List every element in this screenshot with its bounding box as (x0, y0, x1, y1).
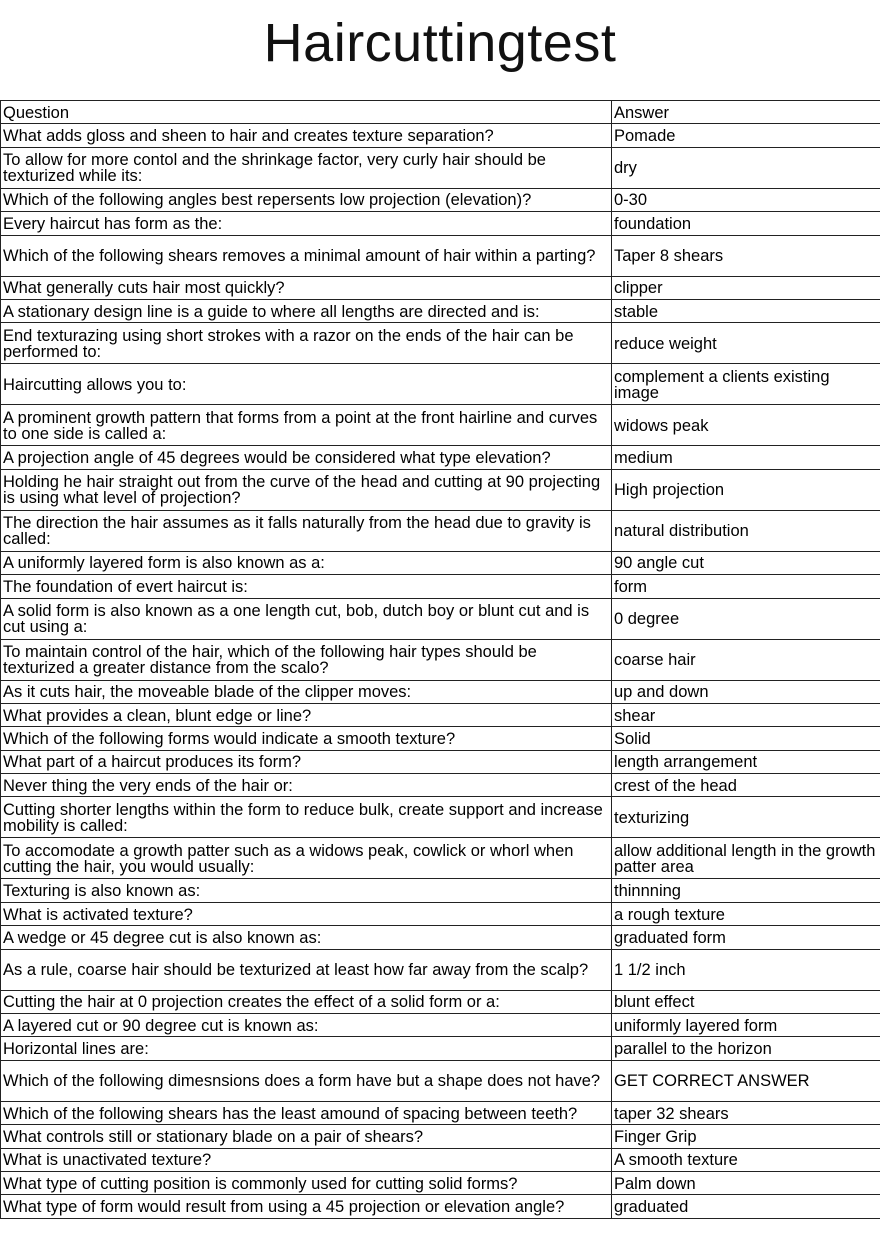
answer-cell: clipper (612, 276, 880, 299)
question-cell: What type of form would result from using a 45 projection or elevation angle? (1, 1195, 612, 1218)
table-row (1, 680, 880, 703)
question-cell: What is activated texture? (1, 902, 612, 925)
answer-cell: length arrangement (612, 750, 880, 773)
answer-cell: widows peak (612, 405, 880, 446)
table-row (1, 926, 880, 949)
answer-cell: GET CORRECT ANSWER (612, 1060, 880, 1101)
answer-cell: dry (612, 147, 880, 188)
question-cell: Which of the following shears removes a minimal amount of hair within a parting? (1, 235, 612, 276)
answer-cell: foundation (612, 212, 880, 235)
answer-cell: 0 degree (612, 598, 880, 639)
question-cell: What controls still or stationary blade on a pair of shears? (1, 1125, 612, 1148)
table-row (1, 774, 880, 797)
question-cell: A stationary design line is a guide to where all lengths are directed and is: (1, 299, 612, 322)
question-cell: What type of cutting position is commonly used for cutting solid forms? (1, 1171, 612, 1194)
table-row (1, 147, 880, 188)
answer-cell: Solid (612, 727, 880, 750)
question-cell: Which of the following forms would indicate a smooth texture? (1, 727, 612, 750)
answer-cell: 90 angle cut (612, 551, 880, 574)
table-row (1, 797, 880, 838)
answer-cell: A smooth texture (612, 1148, 880, 1171)
answer-cell: texturizing (612, 797, 880, 838)
question-cell: What adds gloss and sheen to hair and creates texture separation? (1, 124, 612, 147)
question-cell: As it cuts hair, the moveable blade of the clipper moves: (1, 680, 612, 703)
question-cell: Texturing is also known as: (1, 879, 612, 902)
question-cell: Never thing the very ends of the hair or: (1, 774, 612, 797)
answer-cell: Taper 8 shears (612, 235, 880, 276)
table-row (1, 446, 880, 469)
table-row (1, 1148, 880, 1171)
table-row (1, 323, 880, 364)
table-row (1, 949, 880, 990)
answer-cell: High projection (612, 469, 880, 510)
question-cell: To allow for more contol and the shrinkage factor, very curly hair should be texturized while its: (1, 147, 612, 188)
table-row (1, 902, 880, 925)
question-cell: A projection angle of 45 degrees would be considered what type elevation? (1, 446, 612, 469)
answer-cell: crest of the head (612, 774, 880, 797)
table-row (1, 703, 880, 726)
answer-cell: Finger Grip (612, 1125, 880, 1148)
question-cell: Haircutting allows you to: (1, 364, 612, 405)
question-cell: Cutting shorter lengths within the form to reduce bulk, create support and increase mobility is called: (1, 797, 612, 838)
question-cell: The foundation of evert haircut is: (1, 575, 612, 598)
table-row (1, 1060, 880, 1101)
answer-cell: form (612, 575, 880, 598)
answer-cell: 0-30 (612, 188, 880, 211)
table-row (1, 990, 880, 1013)
table-row (1, 1014, 880, 1037)
question-cell: Every haircut has form as the: (1, 212, 612, 235)
question-cell: Horizontal lines are: (1, 1037, 612, 1060)
table-row (1, 1195, 880, 1218)
table-row (1, 1037, 880, 1060)
answer-cell: 1 1/2 inch (612, 949, 880, 990)
question-cell: Which of the following angles best repersents low projection (elevation)? (1, 188, 612, 211)
question-cell: Which of the following dimesnsions does a form have but a shape does not have? (1, 1060, 612, 1101)
question-cell: End texturazing using short strokes with a razor on the ends of the hair can be performed to: (1, 323, 612, 364)
answer-cell: taper 32 shears (612, 1101, 880, 1124)
table-row (1, 639, 880, 680)
question-cell: The direction the hair assumes as it falls naturally from the head due to gravity is called: (1, 510, 612, 551)
qa-table (0, 100, 880, 1219)
table-row (1, 276, 880, 299)
table-row (1, 838, 880, 879)
question-cell: Which of the following shears has the least amound of spacing between teeth? (1, 1101, 612, 1124)
page-title: Haircuttingtest (263, 13, 617, 73)
question-cell: Holding he hair straight out from the curve of the head and cutting at 90 projecting is using what level of projection? (1, 469, 612, 510)
answer-cell: stable (612, 299, 880, 322)
table-row (1, 469, 880, 510)
answer-cell: reduce weight (612, 323, 880, 364)
answer-cell: graduated form (612, 926, 880, 949)
table-row (1, 551, 880, 574)
table-row (1, 1171, 880, 1194)
column-header-question: Question (1, 101, 612, 124)
answer-cell: medium (612, 446, 880, 469)
answer-cell: up and down (612, 680, 880, 703)
question-cell: A layered cut or 90 degree cut is known as: (1, 1014, 612, 1037)
answer-cell: Pomade (612, 124, 880, 147)
answer-cell: complement a clients existing image (612, 364, 880, 405)
table-row (1, 299, 880, 322)
answer-cell: thinnning (612, 879, 880, 902)
question-cell: As a rule, coarse hair should be texturized at least how far away from the scalp? (1, 949, 612, 990)
question-cell: What part of a haircut produces its form? (1, 750, 612, 773)
question-cell: Cutting the hair at 0 projection creates the effect of a solid form or a: (1, 990, 612, 1013)
question-cell: What provides a clean, blunt edge or line? (1, 703, 612, 726)
table-row (1, 1101, 880, 1124)
table-row (1, 750, 880, 773)
table-header-row (1, 101, 880, 124)
table-row (1, 212, 880, 235)
table-row (1, 405, 880, 446)
qa-table-body (1, 101, 880, 1219)
table-row (1, 727, 880, 750)
question-cell: What is unactivated texture? (1, 1148, 612, 1171)
answer-cell: graduated (612, 1195, 880, 1218)
answer-cell: parallel to the horizon (612, 1037, 880, 1060)
table-row (1, 879, 880, 902)
table-row (1, 188, 880, 211)
answer-cell: Palm down (612, 1171, 880, 1194)
answer-cell: uniformly layered form (612, 1014, 880, 1037)
question-cell: To maintain control of the hair, which of the following hair types should be texturized a greater distance from the scalo? (1, 639, 612, 680)
table-row (1, 575, 880, 598)
table-row (1, 124, 880, 147)
answer-cell: shear (612, 703, 880, 726)
column-header-answer: Answer (612, 101, 880, 124)
question-cell: A uniformly layered form is also known as a: (1, 551, 612, 574)
question-cell: A wedge or 45 degree cut is also known as: (1, 926, 612, 949)
question-cell: A solid form is also known as a one length cut, bob, dutch boy or blunt cut and is cut using a: (1, 598, 612, 639)
table-row (1, 364, 880, 405)
question-cell: To accomodate a growth patter such as a widows peak, cowlick or whorl when cutting the hair, you would usually: (1, 838, 612, 879)
answer-cell: natural distribution (612, 510, 880, 551)
answer-cell: blunt effect (612, 990, 880, 1013)
answer-cell: coarse hair (612, 639, 880, 680)
question-cell: A prominent growth pattern that forms from a point at the front hairline and curves to one side is called a: (1, 405, 612, 446)
question-cell: What generally cuts hair most quickly? (1, 276, 612, 299)
answer-cell: a rough texture (612, 902, 880, 925)
table-row (1, 598, 880, 639)
table-row (1, 235, 880, 276)
table-row (1, 510, 880, 551)
answer-cell: allow additional length in the growth patter area (612, 838, 880, 879)
table-row (1, 1125, 880, 1148)
